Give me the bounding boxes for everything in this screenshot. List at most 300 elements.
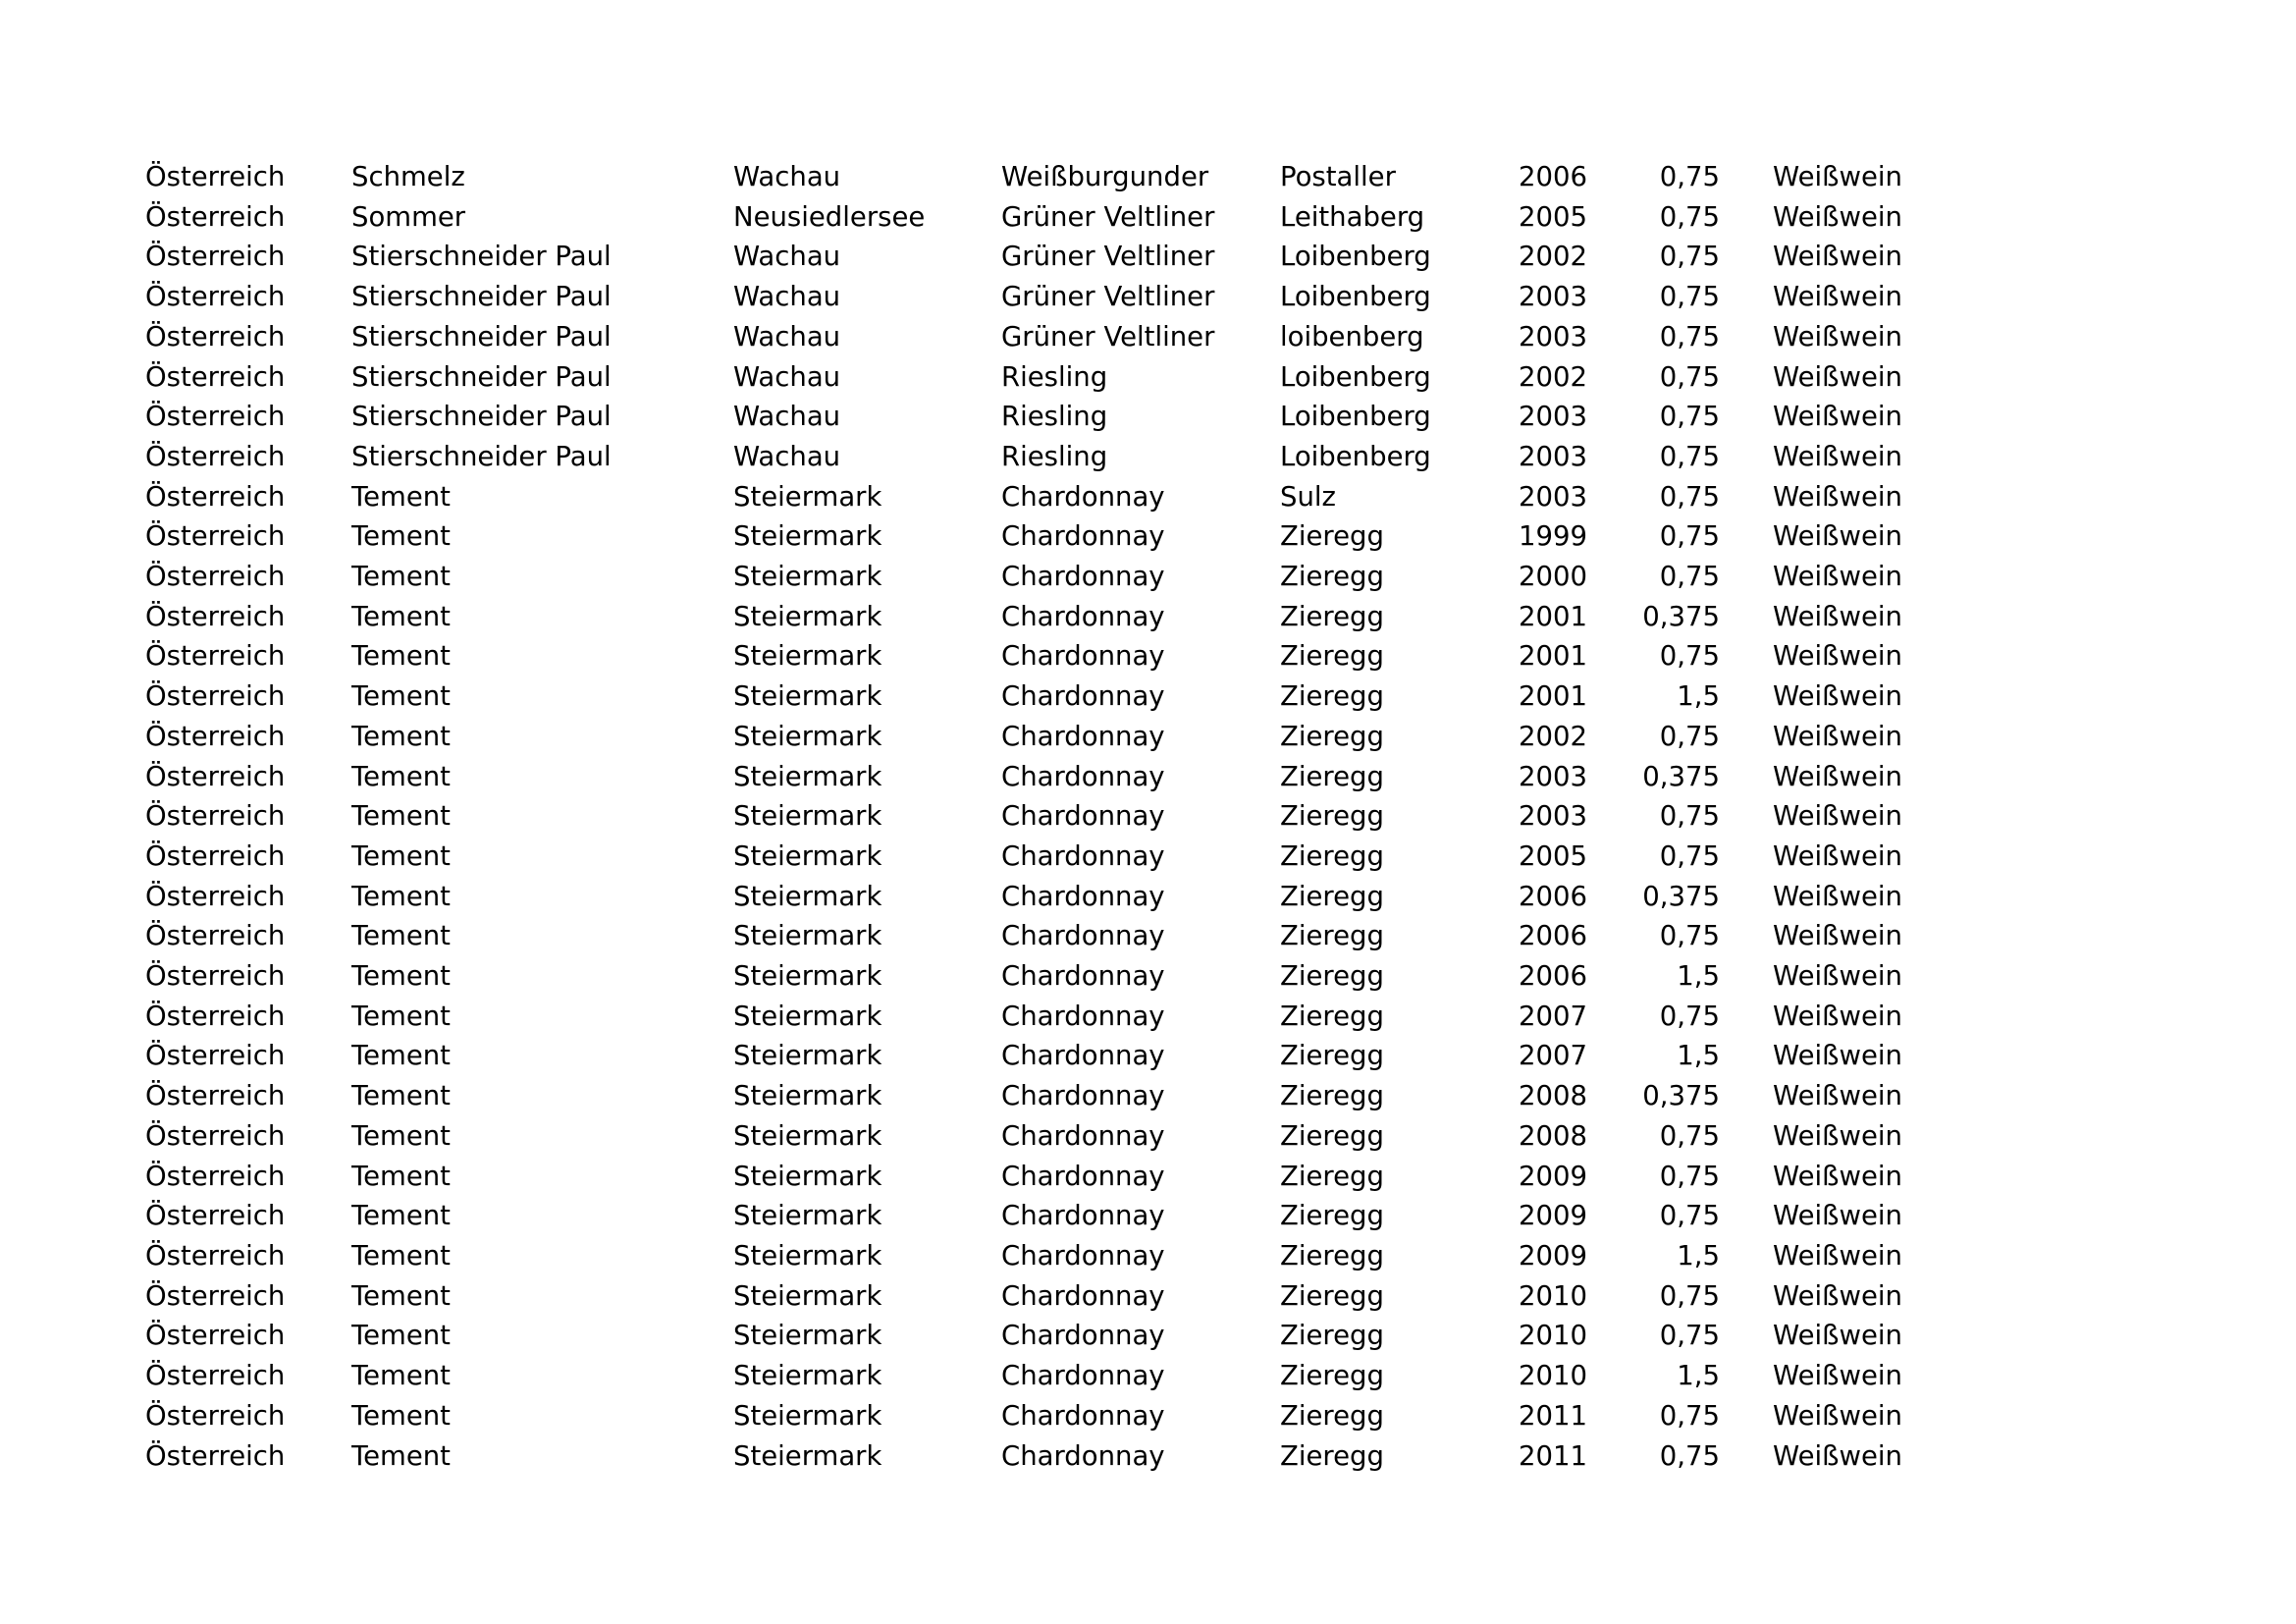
- bottle-size-cell: 0,75: [1659, 161, 1720, 192]
- bottle-size-cell: 0,75: [1659, 320, 1720, 352]
- vintage-cell: 2009: [1519, 1160, 1587, 1192]
- column-spacer: [1720, 157, 1773, 197]
- wine-list-body: [145, 157, 1949, 1476]
- country-cell: Österreich: [145, 401, 286, 433]
- column-spacer: [1720, 597, 1773, 637]
- vineyard-cell: Leithaberg: [1280, 200, 1425, 233]
- bottle-size-cell: 0,75: [1659, 1320, 1720, 1352]
- region-cell: Steiermark: [733, 600, 882, 632]
- wine-type-cell: Weißwein: [1773, 401, 1902, 433]
- region-cell: Steiermark: [733, 1200, 882, 1232]
- vintage-cell: 2007: [1519, 1000, 1587, 1032]
- region-cell: Steiermark: [733, 960, 882, 993]
- vineyard-cell: Zieregg: [1280, 1040, 1384, 1072]
- bottle-size-cell: 0,75: [1659, 561, 1720, 593]
- vintage-cell: 2008: [1519, 1119, 1587, 1152]
- grape-cell: Chardonnay: [1001, 561, 1165, 593]
- wine-type-cell: Weißwein: [1773, 720, 1902, 752]
- vineyard-cell: Zieregg: [1280, 561, 1384, 593]
- bottle-size-cell: 0,75: [1659, 520, 1720, 553]
- wine-type-cell: Weißwein: [1773, 1360, 1902, 1392]
- region-cell: Steiermark: [733, 1320, 882, 1352]
- region-cell: Steiermark: [733, 1040, 882, 1072]
- grape-cell: Chardonnay: [1001, 720, 1165, 752]
- grape-cell: Chardonnay: [1001, 1160, 1165, 1192]
- column-spacer: [1720, 277, 1773, 317]
- vineyard-cell: Zieregg: [1280, 880, 1384, 912]
- country-cell: Österreich: [145, 920, 286, 952]
- country-cell: Österreich: [145, 1119, 286, 1152]
- table-row: [145, 636, 1949, 677]
- bottle-size-cell: 1,5: [1677, 1040, 1720, 1072]
- column-spacer: [1720, 956, 1773, 997]
- grape-cell: Chardonnay: [1001, 1080, 1165, 1112]
- vineyard-cell: Zieregg: [1280, 920, 1384, 952]
- table-row: [145, 837, 1949, 877]
- vintage-cell: 2005: [1519, 839, 1587, 872]
- country-cell: Österreich: [145, 200, 286, 233]
- region-cell: Wachau: [733, 401, 841, 433]
- region-cell: Wachau: [733, 281, 841, 313]
- producer-cell: Tement: [351, 1279, 451, 1312]
- producer-cell: Stierschneider Paul: [351, 281, 612, 313]
- country-cell: Österreich: [145, 561, 286, 593]
- grape-cell: Grüner Veltliner: [1001, 200, 1215, 233]
- bottle-size-cell: 0,75: [1659, 1000, 1720, 1032]
- wine-type-cell: Weißwein: [1773, 1040, 1902, 1072]
- producer-cell: Tement: [351, 640, 451, 673]
- vintage-cell: 2005: [1519, 200, 1587, 233]
- bottle-size-cell: 0,375: [1642, 600, 1720, 632]
- country-cell: Österreich: [145, 720, 286, 752]
- grape-cell: Chardonnay: [1001, 960, 1165, 993]
- table-row: [145, 317, 1949, 357]
- region-cell: Wachau: [733, 241, 841, 273]
- producer-cell: Tement: [351, 800, 451, 833]
- bottle-size-cell: 0,375: [1642, 760, 1720, 792]
- column-spacer: [1720, 1276, 1773, 1317]
- grape-cell: Chardonnay: [1001, 839, 1165, 872]
- country-cell: Österreich: [145, 1080, 286, 1112]
- vineyard-cell: Zieregg: [1280, 720, 1384, 752]
- table-row: [145, 1356, 1949, 1396]
- grape-cell: Chardonnay: [1001, 1279, 1165, 1312]
- table-row: [145, 877, 1949, 917]
- producer-cell: Tement: [351, 520, 451, 553]
- vintage-cell: 2009: [1519, 1200, 1587, 1232]
- region-cell: Steiermark: [733, 520, 882, 553]
- vineyard-cell: Zieregg: [1280, 800, 1384, 833]
- region-cell: Wachau: [733, 161, 841, 192]
- vintage-cell: 2006: [1519, 960, 1587, 993]
- grape-cell: Grüner Veltliner: [1001, 281, 1215, 313]
- vintage-cell: 2006: [1519, 920, 1587, 952]
- region-cell: Steiermark: [733, 1160, 882, 1192]
- column-spacer: [1720, 1236, 1773, 1276]
- table-row: [145, 516, 1949, 557]
- column-spacer: [1720, 1036, 1773, 1076]
- column-spacer: [1720, 1196, 1773, 1236]
- table-row: [145, 1157, 1949, 1197]
- vintage-cell: 2006: [1519, 161, 1587, 192]
- region-cell: Neusiedlersee: [733, 200, 926, 233]
- vintage-cell: 2008: [1519, 1080, 1587, 1112]
- vineyard-cell: Loibenberg: [1280, 241, 1431, 273]
- table-row: [145, 1196, 1949, 1236]
- wine-type-cell: Weißwein: [1773, 920, 1902, 952]
- producer-cell: Stierschneider Paul: [351, 241, 612, 273]
- wine-type-cell: Weißwein: [1773, 760, 1902, 792]
- producer-cell: Stierschneider Paul: [351, 360, 612, 393]
- wine-type-cell: Weißwein: [1773, 839, 1902, 872]
- grape-cell: Chardonnay: [1001, 680, 1165, 713]
- grape-cell: Chardonnay: [1001, 1119, 1165, 1152]
- column-spacer: [1720, 677, 1773, 717]
- table-row: [145, 916, 1949, 956]
- vineyard-cell: Zieregg: [1280, 1160, 1384, 1192]
- table-row: [145, 157, 1949, 197]
- column-spacer: [1720, 1396, 1773, 1436]
- grape-cell: Weißburgunder: [1001, 161, 1209, 192]
- vintage-cell: 2003: [1519, 440, 1587, 472]
- wine-type-cell: Weißwein: [1773, 281, 1902, 313]
- wine-type-cell: Weißwein: [1773, 1320, 1902, 1352]
- wine-type-cell: Weißwein: [1773, 520, 1902, 553]
- country-cell: Österreich: [145, 760, 286, 792]
- vintage-cell: 2006: [1519, 880, 1587, 912]
- column-spacer: [1720, 757, 1773, 797]
- region-cell: Wachau: [733, 360, 841, 393]
- vintage-cell: 2000: [1519, 561, 1587, 593]
- column-spacer: [1720, 1356, 1773, 1396]
- region-cell: Steiermark: [733, 1399, 882, 1432]
- wine-type-cell: Weißwein: [1773, 200, 1902, 233]
- column-spacer: [1720, 357, 1773, 398]
- wine-type-cell: Weißwein: [1773, 480, 1902, 513]
- column-spacer: [1720, 1116, 1773, 1157]
- region-cell: Steiermark: [733, 800, 882, 833]
- region-cell: Steiermark: [733, 1239, 882, 1272]
- grape-cell: Chardonnay: [1001, 1320, 1165, 1352]
- country-cell: Österreich: [145, 1239, 286, 1272]
- bottle-size-cell: 0,375: [1642, 1080, 1720, 1112]
- country-cell: Österreich: [145, 520, 286, 553]
- grape-cell: Riesling: [1001, 401, 1108, 433]
- vineyard-cell: loibenberg: [1280, 320, 1424, 352]
- column-spacer: [1720, 877, 1773, 917]
- vineyard-cell: Zieregg: [1280, 1360, 1384, 1392]
- grape-cell: Chardonnay: [1001, 1200, 1165, 1232]
- region-cell: Steiermark: [733, 1360, 882, 1392]
- wine-type-cell: Weißwein: [1773, 1119, 1902, 1152]
- bottle-size-cell: 0,75: [1659, 281, 1720, 313]
- vineyard-cell: Zieregg: [1280, 960, 1384, 993]
- column-spacer: [1720, 557, 1773, 597]
- country-cell: Österreich: [145, 161, 286, 192]
- region-cell: Steiermark: [733, 561, 882, 593]
- region-cell: Steiermark: [733, 760, 882, 792]
- column-spacer: [1720, 317, 1773, 357]
- vintage-cell: 2010: [1519, 1279, 1587, 1312]
- region-cell: Wachau: [733, 440, 841, 472]
- bottle-size-cell: 0,75: [1659, 1399, 1720, 1432]
- producer-cell: Tement: [351, 680, 451, 713]
- grape-cell: Grüner Veltliner: [1001, 320, 1215, 352]
- column-spacer: [1720, 197, 1773, 238]
- table-row: [145, 277, 1949, 317]
- grape-cell: Riesling: [1001, 440, 1108, 472]
- vineyard-cell: Zieregg: [1280, 1279, 1384, 1312]
- bottle-size-cell: 0,75: [1659, 200, 1720, 233]
- column-spacer: [1720, 916, 1773, 956]
- producer-cell: Tement: [351, 839, 451, 872]
- bottle-size-cell: 0,75: [1659, 1160, 1720, 1192]
- table-row: [145, 1116, 1949, 1157]
- vineyard-cell: Zieregg: [1280, 1119, 1384, 1152]
- vintage-cell: 2002: [1519, 241, 1587, 273]
- region-cell: Wachau: [733, 320, 841, 352]
- vineyard-cell: Zieregg: [1280, 1239, 1384, 1272]
- grape-cell: Chardonnay: [1001, 520, 1165, 553]
- producer-cell: Tement: [351, 1080, 451, 1112]
- vineyard-cell: Zieregg: [1280, 640, 1384, 673]
- vineyard-cell: Zieregg: [1280, 1320, 1384, 1352]
- column-spacer: [1720, 997, 1773, 1037]
- table-row: [145, 1436, 1949, 1477]
- table-row: [145, 796, 1949, 837]
- producer-cell: Tement: [351, 720, 451, 752]
- vineyard-cell: Zieregg: [1280, 1399, 1384, 1432]
- vineyard-cell: Zieregg: [1280, 1080, 1384, 1112]
- region-cell: Steiermark: [733, 1119, 882, 1152]
- region-cell: Steiermark: [733, 480, 882, 513]
- vintage-cell: 2011: [1519, 1399, 1587, 1432]
- table-row: [145, 477, 1949, 517]
- country-cell: Österreich: [145, 1000, 286, 1032]
- producer-cell: Tement: [351, 920, 451, 952]
- region-cell: Steiermark: [733, 1000, 882, 1032]
- wine-type-cell: Weißwein: [1773, 161, 1902, 192]
- wine-list-table: [145, 157, 1949, 1476]
- producer-cell: Tement: [351, 760, 451, 792]
- country-cell: Österreich: [145, 480, 286, 513]
- wine-type-cell: Weißwein: [1773, 440, 1902, 472]
- grape-cell: Chardonnay: [1001, 1040, 1165, 1072]
- wine-type-cell: Weißwein: [1773, 1080, 1902, 1112]
- region-cell: Steiermark: [733, 1279, 882, 1312]
- producer-cell: Tement: [351, 1320, 451, 1352]
- region-cell: Steiermark: [733, 1439, 882, 1472]
- wine-type-cell: Weißwein: [1773, 680, 1902, 713]
- region-cell: Steiermark: [733, 839, 882, 872]
- table-row: [145, 1396, 1949, 1436]
- column-spacer: [1720, 1436, 1773, 1477]
- producer-cell: Tement: [351, 1040, 451, 1072]
- table-row: [145, 677, 1949, 717]
- vintage-cell: 2003: [1519, 281, 1587, 313]
- table-row: [145, 997, 1949, 1037]
- producer-cell: Stierschneider Paul: [351, 320, 612, 352]
- table-row: [145, 197, 1949, 238]
- country-cell: Österreich: [145, 1439, 286, 1472]
- vineyard-cell: Zieregg: [1280, 1200, 1384, 1232]
- producer-cell: Tement: [351, 1119, 451, 1152]
- producer-cell: Stierschneider Paul: [351, 440, 612, 472]
- bottle-size-cell: 0,75: [1659, 920, 1720, 952]
- column-spacer: [1720, 397, 1773, 437]
- vineyard-cell: Zieregg: [1280, 839, 1384, 872]
- vintage-cell: 2003: [1519, 800, 1587, 833]
- country-cell: Österreich: [145, 1160, 286, 1192]
- bottle-size-cell: 0,375: [1642, 880, 1720, 912]
- table-row: [145, 597, 1949, 637]
- table-row: [145, 557, 1949, 597]
- vineyard-cell: Loibenberg: [1280, 281, 1431, 313]
- wine-type-cell: Weißwein: [1773, 320, 1902, 352]
- producer-cell: Tement: [351, 1160, 451, 1192]
- vineyard-cell: Zieregg: [1280, 600, 1384, 632]
- column-spacer: [1720, 437, 1773, 477]
- table-row: [145, 437, 1949, 477]
- vineyard-cell: Postaller: [1280, 161, 1396, 192]
- producer-cell: Tement: [351, 880, 451, 912]
- region-cell: Steiermark: [733, 920, 882, 952]
- wine-type-cell: Weißwein: [1773, 360, 1902, 393]
- country-cell: Österreich: [145, 640, 286, 673]
- grape-cell: Chardonnay: [1001, 880, 1165, 912]
- wine-type-cell: Weißwein: [1773, 600, 1902, 632]
- bottle-size-cell: 0,75: [1659, 241, 1720, 273]
- vintage-cell: 2001: [1519, 680, 1587, 713]
- producer-cell: Stierschneider Paul: [351, 401, 612, 433]
- region-cell: Steiermark: [733, 880, 882, 912]
- country-cell: Österreich: [145, 600, 286, 632]
- country-cell: Österreich: [145, 680, 286, 713]
- wine-type-cell: Weißwein: [1773, 561, 1902, 593]
- vintage-cell: 2011: [1519, 1439, 1587, 1472]
- vintage-cell: 2001: [1519, 600, 1587, 632]
- country-cell: Österreich: [145, 1279, 286, 1312]
- grape-cell: Grüner Veltliner: [1001, 241, 1215, 273]
- vineyard-cell: Sulz: [1280, 480, 1336, 513]
- producer-cell: Tement: [351, 480, 451, 513]
- wine-type-cell: Weißwein: [1773, 880, 1902, 912]
- country-cell: Österreich: [145, 880, 286, 912]
- wine-type-cell: Weißwein: [1773, 960, 1902, 993]
- country-cell: Österreich: [145, 800, 286, 833]
- vintage-cell: 2003: [1519, 760, 1587, 792]
- country-cell: Österreich: [145, 320, 286, 352]
- table-row: [145, 1036, 1949, 1076]
- country-cell: Österreich: [145, 440, 286, 472]
- bottle-size-cell: 0,75: [1659, 1439, 1720, 1472]
- grape-cell: Riesling: [1001, 360, 1108, 393]
- vineyard-cell: Zieregg: [1280, 520, 1384, 553]
- wine-type-cell: Weißwein: [1773, 241, 1902, 273]
- grape-cell: Chardonnay: [1001, 800, 1165, 833]
- table-row: [145, 717, 1949, 757]
- region-cell: Steiermark: [733, 1080, 882, 1112]
- bottle-size-cell: 0,75: [1659, 839, 1720, 872]
- column-spacer: [1720, 516, 1773, 557]
- column-spacer: [1720, 237, 1773, 277]
- vintage-cell: 2010: [1519, 1360, 1587, 1392]
- vintage-cell: 2007: [1519, 1040, 1587, 1072]
- grape-cell: Chardonnay: [1001, 480, 1165, 513]
- column-spacer: [1720, 1316, 1773, 1356]
- bottle-size-cell: 0,75: [1659, 1119, 1720, 1152]
- producer-cell: Tement: [351, 1239, 451, 1272]
- column-spacer: [1720, 796, 1773, 837]
- grape-cell: Chardonnay: [1001, 1000, 1165, 1032]
- producer-cell: Tement: [351, 561, 451, 593]
- country-cell: Österreich: [145, 360, 286, 393]
- producer-cell: Sommer: [351, 200, 466, 233]
- grape-cell: Chardonnay: [1001, 760, 1165, 792]
- vintage-cell: 2002: [1519, 720, 1587, 752]
- bottle-size-cell: 0,75: [1659, 720, 1720, 752]
- grape-cell: Chardonnay: [1001, 1360, 1165, 1392]
- bottle-size-cell: 0,75: [1659, 480, 1720, 513]
- producer-cell: Tement: [351, 1439, 451, 1472]
- grape-cell: Chardonnay: [1001, 1439, 1165, 1472]
- country-cell: Österreich: [145, 960, 286, 993]
- bottle-size-cell: 0,75: [1659, 640, 1720, 673]
- vineyard-cell: Loibenberg: [1280, 440, 1431, 472]
- vineyard-cell: Loibenberg: [1280, 360, 1431, 393]
- table-row: [145, 1076, 1949, 1116]
- wine-type-cell: Weißwein: [1773, 640, 1902, 673]
- wine-type-cell: Weißwein: [1773, 1000, 1902, 1032]
- wine-type-cell: Weißwein: [1773, 1239, 1902, 1272]
- producer-cell: Tement: [351, 1200, 451, 1232]
- country-cell: Österreich: [145, 241, 286, 273]
- vintage-cell: 2002: [1519, 360, 1587, 393]
- vineyard-cell: Zieregg: [1280, 760, 1384, 792]
- country-cell: Österreich: [145, 1200, 286, 1232]
- bottle-size-cell: 0,75: [1659, 360, 1720, 393]
- vintage-cell: 2003: [1519, 320, 1587, 352]
- column-spacer: [1720, 636, 1773, 677]
- producer-cell: Tement: [351, 1360, 451, 1392]
- bottle-size-cell: 1,5: [1677, 680, 1720, 713]
- column-spacer: [1720, 1157, 1773, 1197]
- vintage-cell: 2010: [1519, 1320, 1587, 1352]
- wine-type-cell: Weißwein: [1773, 1160, 1902, 1192]
- column-spacer: [1720, 477, 1773, 517]
- table-row: [145, 956, 1949, 997]
- bottle-size-cell: 0,75: [1659, 1200, 1720, 1232]
- column-spacer: [1720, 717, 1773, 757]
- producer-cell: Schmelz: [351, 161, 465, 192]
- table-row: [145, 757, 1949, 797]
- bottle-size-cell: 0,75: [1659, 1279, 1720, 1312]
- producer-cell: Tement: [351, 600, 451, 632]
- grape-cell: Chardonnay: [1001, 920, 1165, 952]
- bottle-size-cell: 1,5: [1677, 960, 1720, 993]
- wine-type-cell: Weißwein: [1773, 800, 1902, 833]
- grape-cell: Chardonnay: [1001, 640, 1165, 673]
- bottle-size-cell: 0,75: [1659, 800, 1720, 833]
- table-row: [145, 357, 1949, 398]
- country-cell: Österreich: [145, 1320, 286, 1352]
- region-cell: Steiermark: [733, 640, 882, 673]
- region-cell: Steiermark: [733, 680, 882, 713]
- grape-cell: Chardonnay: [1001, 1399, 1165, 1432]
- column-spacer: [1720, 1076, 1773, 1116]
- table-row: [145, 397, 1949, 437]
- vineyard-cell: Zieregg: [1280, 680, 1384, 713]
